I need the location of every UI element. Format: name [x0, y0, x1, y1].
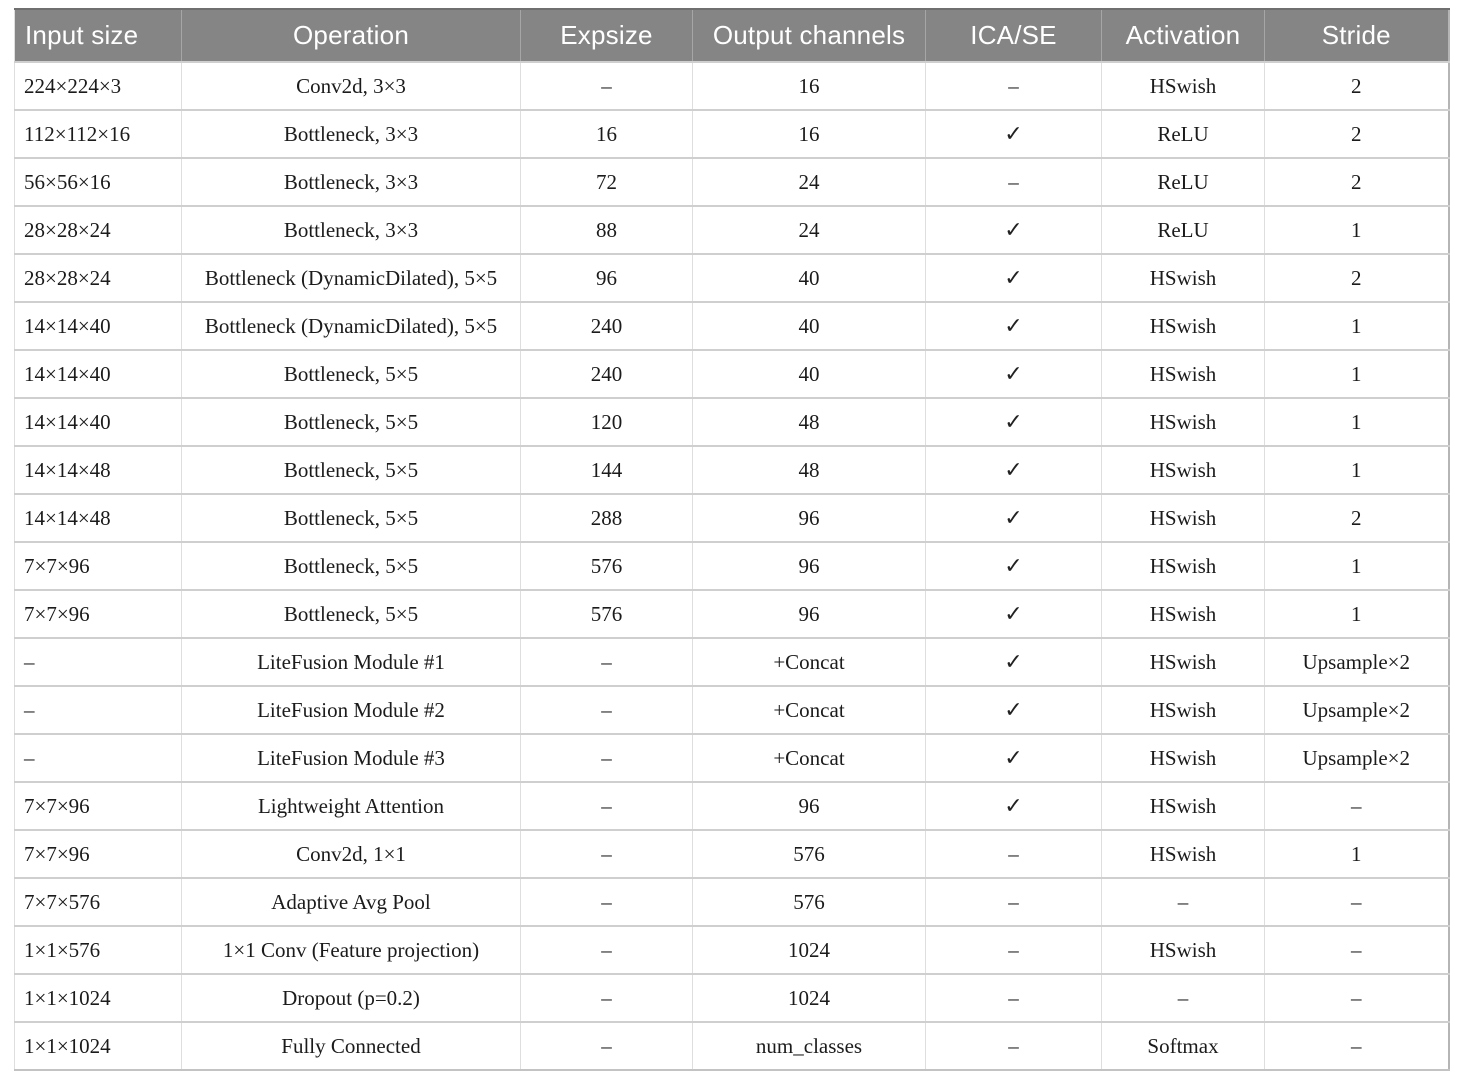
table-cell-expsize: –	[521, 62, 693, 110]
table-cell-operation: Bottleneck, 3×3	[182, 206, 521, 254]
table-cell-ica-se	[926, 638, 1102, 686]
table-cell-input-size: 14×14×40	[15, 302, 182, 350]
table-cell-activation: HSwish	[1102, 494, 1265, 542]
table-cell-stride: 1	[1265, 206, 1449, 254]
table-cell-ica-se: –	[926, 62, 1102, 110]
table-cell-input-size: 14×14×48	[15, 446, 182, 494]
table-row	[15, 302, 1449, 350]
table-cell-stride: 1	[1265, 446, 1449, 494]
table-cell-output-channels: 96	[693, 542, 926, 590]
table-cell-ica-se	[926, 542, 1102, 590]
table-cell-ica-se	[926, 686, 1102, 734]
table-cell-expsize: 240	[521, 302, 693, 350]
table-row	[15, 398, 1449, 446]
table-cell-expsize: –	[521, 974, 693, 1022]
table-cell-operation: Bottleneck (DynamicDilated), 5×5	[182, 302, 521, 350]
table-row	[15, 590, 1449, 638]
table-cell-activation: HSwish	[1102, 638, 1265, 686]
table-row	[15, 206, 1449, 254]
table-cell-input-size: 112×112×16	[15, 110, 182, 158]
table-cell-expsize: –	[521, 1022, 693, 1070]
table-cell-expsize: 576	[521, 542, 693, 590]
table-cell-input-size: 28×28×24	[15, 206, 182, 254]
check-icon: ✓	[1004, 121, 1023, 146]
table-cell-stride: –	[1265, 782, 1449, 830]
table-cell-input-size: 14×14×40	[15, 350, 182, 398]
table-cell-stride: 2	[1265, 110, 1449, 158]
table-cell-stride: 2	[1265, 254, 1449, 302]
table-cell-stride: 2	[1265, 62, 1449, 110]
table-cell-expsize: –	[521, 830, 693, 878]
table-cell-input-size: 14×14×40	[15, 398, 182, 446]
table-cell-ica-se: –	[926, 926, 1102, 974]
table-cell-stride: 1	[1265, 350, 1449, 398]
table-cell-stride: 1	[1265, 830, 1449, 878]
table-cell-stride: 1	[1265, 542, 1449, 590]
table-cell-ica-se: –	[926, 974, 1102, 1022]
table-cell-activation: HSwish	[1102, 302, 1265, 350]
check-icon: ✓	[1004, 601, 1023, 626]
table-cell-activation: –	[1102, 878, 1265, 926]
table-cell-ica-se	[926, 350, 1102, 398]
table-cell-operation: Conv2d, 3×3	[182, 62, 521, 110]
table-cell-input-size: –	[15, 734, 182, 782]
table-cell-operation: Bottleneck, 5×5	[182, 446, 521, 494]
table-cell-expsize: –	[521, 782, 693, 830]
table-cell-stride: –	[1265, 926, 1449, 974]
table-cell-output-channels: +Concat	[693, 638, 926, 686]
table-row	[15, 542, 1449, 590]
table-cell-output-channels: 576	[693, 830, 926, 878]
table-cell-input-size: –	[15, 638, 182, 686]
check-icon: ✓	[1004, 457, 1023, 482]
table-cell-activation: HSwish	[1102, 254, 1265, 302]
table-cell-expsize: 96	[521, 254, 693, 302]
check-icon: ✓	[1004, 697, 1023, 722]
table-cell-expsize: –	[521, 926, 693, 974]
table-cell-output-channels: 48	[693, 446, 926, 494]
table-cell-operation: LiteFusion Module #2	[182, 686, 521, 734]
header-row	[15, 9, 1449, 62]
table-cell-operation: Fully Connected	[182, 1022, 521, 1070]
table-cell-output-channels: 24	[693, 206, 926, 254]
table-cell-output-channels: 48	[693, 398, 926, 446]
table-cell-output-channels: num_classes	[693, 1022, 926, 1070]
check-icon: ✓	[1004, 265, 1023, 290]
table-cell-output-channels: 1024	[693, 974, 926, 1022]
table-cell-input-size: 1×1×576	[15, 926, 182, 974]
column-header-output-channels: Output channels	[693, 9, 926, 62]
check-icon: ✓	[1004, 745, 1023, 770]
table-row	[15, 926, 1449, 974]
table-cell-ica-se	[926, 110, 1102, 158]
table-cell-operation: Adaptive Avg Pool	[182, 878, 521, 926]
table-cell-stride: 2	[1265, 158, 1449, 206]
table-cell-operation: Bottleneck, 3×3	[182, 110, 521, 158]
table-cell-operation: Lightweight Attention	[182, 782, 521, 830]
table-cell-activation: HSwish	[1102, 398, 1265, 446]
check-icon: ✓	[1004, 361, 1023, 386]
table-cell-output-channels: 24	[693, 158, 926, 206]
table-cell-input-size: 224×224×3	[15, 62, 182, 110]
table-cell-output-channels: 1024	[693, 926, 926, 974]
table-row	[15, 254, 1449, 302]
table-cell-ica-se	[926, 254, 1102, 302]
table-cell-stride: 1	[1265, 590, 1449, 638]
table-cell-stride: Upsample×2	[1265, 686, 1449, 734]
table-cell-input-size: 1×1×1024	[15, 1022, 182, 1070]
table-cell-ica-se	[926, 734, 1102, 782]
table-cell-output-channels: 16	[693, 62, 926, 110]
table-cell-expsize: 240	[521, 350, 693, 398]
table-cell-expsize: 576	[521, 590, 693, 638]
table-row	[15, 638, 1449, 686]
table-row	[15, 734, 1449, 782]
table-cell-ica-se	[926, 206, 1102, 254]
column-header-stride: Stride	[1265, 9, 1449, 62]
table-row	[15, 686, 1449, 734]
table-cell-ica-se	[926, 302, 1102, 350]
table-cell-ica-se	[926, 446, 1102, 494]
check-icon: ✓	[1004, 649, 1023, 674]
table-cell-activation: HSwish	[1102, 926, 1265, 974]
table-cell-activation: HSwish	[1102, 350, 1265, 398]
table-cell-stride: Upsample×2	[1265, 734, 1449, 782]
table-cell-stride: 2	[1265, 494, 1449, 542]
table-row	[15, 782, 1449, 830]
table-cell-stride: –	[1265, 878, 1449, 926]
table-cell-operation: Bottleneck, 3×3	[182, 158, 521, 206]
table-cell-output-channels: 40	[693, 350, 926, 398]
table-cell-expsize: –	[521, 878, 693, 926]
table-cell-stride: –	[1265, 1022, 1449, 1070]
table-cell-activation: HSwish	[1102, 782, 1265, 830]
table-cell-expsize: 120	[521, 398, 693, 446]
table-cell-output-channels: +Concat	[693, 734, 926, 782]
check-icon: ✓	[1004, 313, 1023, 338]
table-cell-ica-se: –	[926, 830, 1102, 878]
table-cell-activation: HSwish	[1102, 590, 1265, 638]
column-header-operation: Operation	[182, 9, 521, 62]
table-row	[15, 62, 1449, 110]
table-cell-activation: HSwish	[1102, 446, 1265, 494]
table-row	[15, 446, 1449, 494]
table-cell-ica-se: –	[926, 1022, 1102, 1070]
table-cell-ica-se: –	[926, 878, 1102, 926]
table-cell-ica-se	[926, 494, 1102, 542]
table-cell-output-channels: 96	[693, 494, 926, 542]
column-header-input-size: Input size	[15, 9, 182, 62]
table-cell-expsize: 144	[521, 446, 693, 494]
table-header	[15, 9, 1449, 62]
table-cell-activation: HSwish	[1102, 734, 1265, 782]
table-cell-input-size: 7×7×96	[15, 590, 182, 638]
check-icon: ✓	[1004, 409, 1023, 434]
table-cell-expsize: –	[521, 686, 693, 734]
table-cell-expsize: –	[521, 734, 693, 782]
table-cell-stride: 1	[1265, 302, 1449, 350]
column-header-activation: Activation	[1102, 9, 1265, 62]
check-icon: ✓	[1004, 217, 1023, 242]
table-cell-expsize: 16	[521, 110, 693, 158]
column-header-expsize: Expsize	[521, 9, 693, 62]
table-cell-expsize: 288	[521, 494, 693, 542]
table-cell-operation: Bottleneck, 5×5	[182, 494, 521, 542]
table-cell-activation: ReLU	[1102, 110, 1265, 158]
table-cell-output-channels: 16	[693, 110, 926, 158]
check-icon: ✓	[1004, 553, 1023, 578]
table-cell-input-size: 7×7×96	[15, 830, 182, 878]
table-cell-input-size: –	[15, 686, 182, 734]
table-cell-input-size: 28×28×24	[15, 254, 182, 302]
table-cell-input-size: 14×14×48	[15, 494, 182, 542]
table-row	[15, 878, 1449, 926]
table-cell-expsize: 72	[521, 158, 693, 206]
check-icon: ✓	[1004, 793, 1023, 818]
table-cell-stride: 1	[1265, 398, 1449, 446]
table-cell-activation: HSwish	[1102, 686, 1265, 734]
table-cell-operation: Bottleneck (DynamicDilated), 5×5	[182, 254, 521, 302]
table-cell-output-channels: 40	[693, 302, 926, 350]
table-cell-ica-se	[926, 782, 1102, 830]
table-cell-output-channels: 40	[693, 254, 926, 302]
table-cell-activation: –	[1102, 974, 1265, 1022]
table-cell-input-size: 7×7×96	[15, 782, 182, 830]
table-cell-activation: HSwish	[1102, 542, 1265, 590]
table-cell-stride: –	[1265, 974, 1449, 1022]
architecture-table	[14, 8, 1450, 1071]
table-cell-ica-se	[926, 590, 1102, 638]
table-cell-operation: Conv2d, 1×1	[182, 830, 521, 878]
table-cell-activation: ReLU	[1102, 158, 1265, 206]
table-cell-operation: 1×1 Conv (Feature projection)	[182, 926, 521, 974]
table-row	[15, 494, 1449, 542]
table-cell-activation: ReLU	[1102, 206, 1265, 254]
table-cell-operation: Bottleneck, 5×5	[182, 542, 521, 590]
table-cell-operation: Bottleneck, 5×5	[182, 590, 521, 638]
table-cell-expsize: 88	[521, 206, 693, 254]
table-cell-stride: Upsample×2	[1265, 638, 1449, 686]
table-cell-operation: Bottleneck, 5×5	[182, 350, 521, 398]
table-cell-operation: Dropout (p=0.2)	[182, 974, 521, 1022]
table-cell-expsize: –	[521, 638, 693, 686]
table-row	[15, 110, 1449, 158]
table-row	[15, 974, 1449, 1022]
table-row	[15, 1022, 1449, 1070]
check-icon: ✓	[1004, 505, 1023, 530]
table-cell-output-channels: 576	[693, 878, 926, 926]
table-cell-operation: Bottleneck, 5×5	[182, 398, 521, 446]
table-row	[15, 830, 1449, 878]
column-header-ica-se: ICA/SE	[926, 9, 1102, 62]
table-cell-input-size: 56×56×16	[15, 158, 182, 206]
table-cell-output-channels: 96	[693, 590, 926, 638]
table-row	[15, 350, 1449, 398]
table-cell-activation: HSwish	[1102, 830, 1265, 878]
table-row	[15, 158, 1449, 206]
table-body	[15, 62, 1449, 1070]
table-cell-operation: LiteFusion Module #1	[182, 638, 521, 686]
table-cell-activation: HSwish	[1102, 62, 1265, 110]
table-cell-input-size: 1×1×1024	[15, 974, 182, 1022]
table-cell-output-channels: 96	[693, 782, 926, 830]
table-cell-operation: LiteFusion Module #3	[182, 734, 521, 782]
table-cell-ica-se	[926, 398, 1102, 446]
table-cell-ica-se: –	[926, 158, 1102, 206]
table-cell-input-size: 7×7×576	[15, 878, 182, 926]
table-cell-output-channels: +Concat	[693, 686, 926, 734]
table-cell-input-size: 7×7×96	[15, 542, 182, 590]
table-cell-activation: Softmax	[1102, 1022, 1265, 1070]
